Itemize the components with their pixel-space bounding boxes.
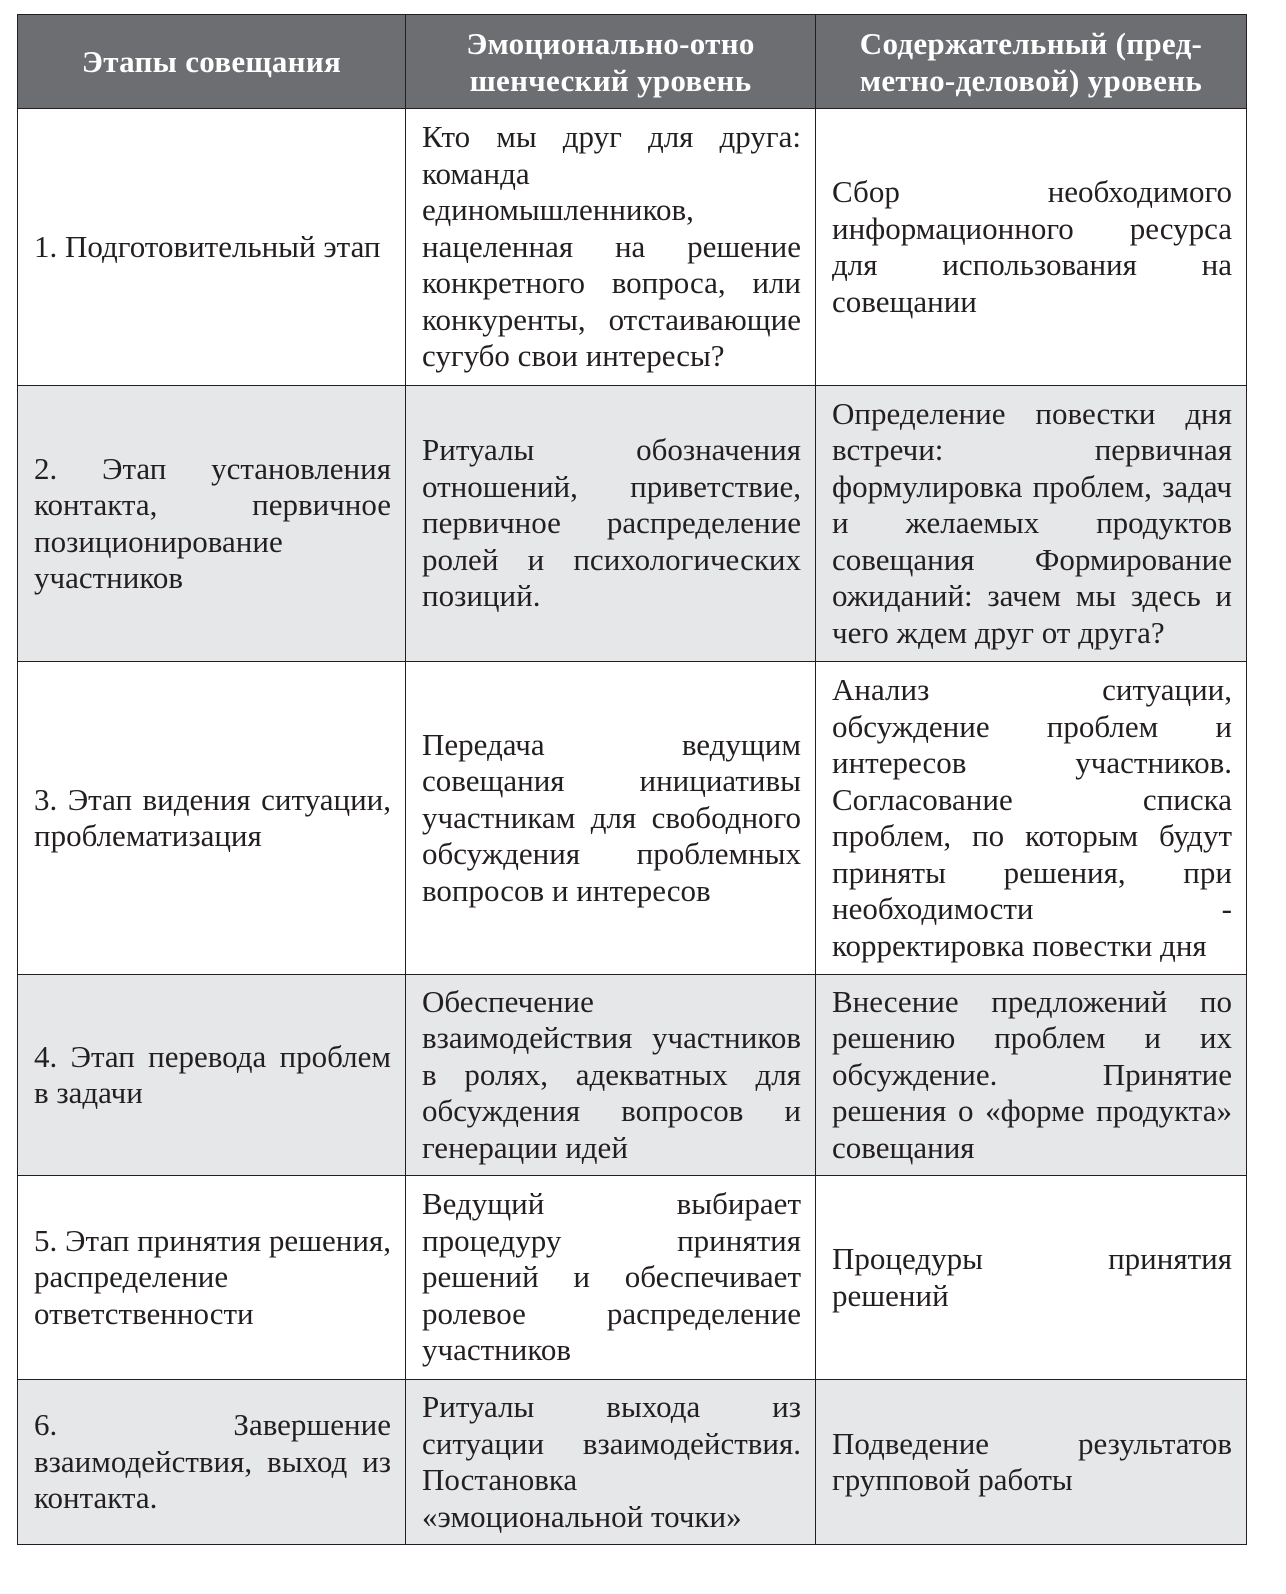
table-row <box>18 1176 1247 1380</box>
table-row <box>18 386 1247 662</box>
content-cell: Определение повестки дня встречи: первичная формулировка проблем, задач и желаемых продуктов совещания Формирование ожиданий: зачем мы здесь и чего ждем друг от друга? <box>816 386 1247 662</box>
table-row <box>18 1380 1247 1545</box>
header-emotional-level: Эмоционально-отно шенческий уровень <box>406 15 816 109</box>
content-cell: Внесение предложений по решению проблем и их обсуждение. Принятие решения о «форме продукта» совещания <box>816 975 1247 1176</box>
emotional-cell: Ведущий выбирает процедуру принятия решений и обеспечивает ролевое распределение участников <box>406 1176 816 1380</box>
content-cell: Процедуры принятия решений <box>816 1176 1247 1380</box>
emotional-cell: Обеспечение взаимодействия участников в ролях, адекватных для обсуждения вопросов и генерации идей <box>406 975 816 1176</box>
content-cell: Подведение результатов групповой работы <box>816 1380 1247 1545</box>
stage-cell: 2. Этап установления контакта, первичное позиционирование участников <box>18 386 406 662</box>
stage-cell: 4. Этап перевода проблем в задачи <box>18 975 406 1176</box>
emotional-cell: Кто мы друг для друга: команда единомышленников, нацеленная на решение конкретного вопроса, или конкуренты, отстаивающие сугубо свои интересы? <box>406 109 816 386</box>
emotional-cell: Передача ведущим совещания инициативы участникам для свободного обсуждения проблемных вопросов и интересов <box>406 662 816 975</box>
emotional-cell: Ритуалы выхода из ситуации взаимодействия. Постановка «эмоциональной точки» <box>406 1380 816 1545</box>
emotional-cell: Ритуалы обозначения отношений, приветствие, первичное распределение ролей и психологических позиций. <box>406 386 816 662</box>
stage-cell: 1. Подготовительный этап <box>18 109 406 386</box>
header-content-level: Содержательный (пред- метно-деловой) уровень <box>816 15 1247 109</box>
meeting-stages-table <box>17 14 1247 1545</box>
header-stages: Этапы совещания <box>18 15 406 109</box>
stage-cell: 3. Этап видения ситуации, проблематизация <box>18 662 406 975</box>
table-row <box>18 975 1247 1176</box>
stage-cell: 5. Этап принятия решения, распределение ответственности <box>18 1176 406 1380</box>
stage-cell: 6. Завершение взаимодействия, выход из контакта. <box>18 1380 406 1545</box>
table-header-row <box>18 15 1247 109</box>
meeting-stages-table-container <box>17 14 1246 1545</box>
content-cell: Анализ ситуации, обсуждение проблем и интересов участников. Согласование списка проблем, по которым будут приняты решения, при необходимости - корректировка повестки дня <box>816 662 1247 975</box>
table-row <box>18 662 1247 975</box>
content-cell: Сбор необходимого информационного ресурса для использования на совещании <box>816 109 1247 386</box>
table-row <box>18 109 1247 386</box>
